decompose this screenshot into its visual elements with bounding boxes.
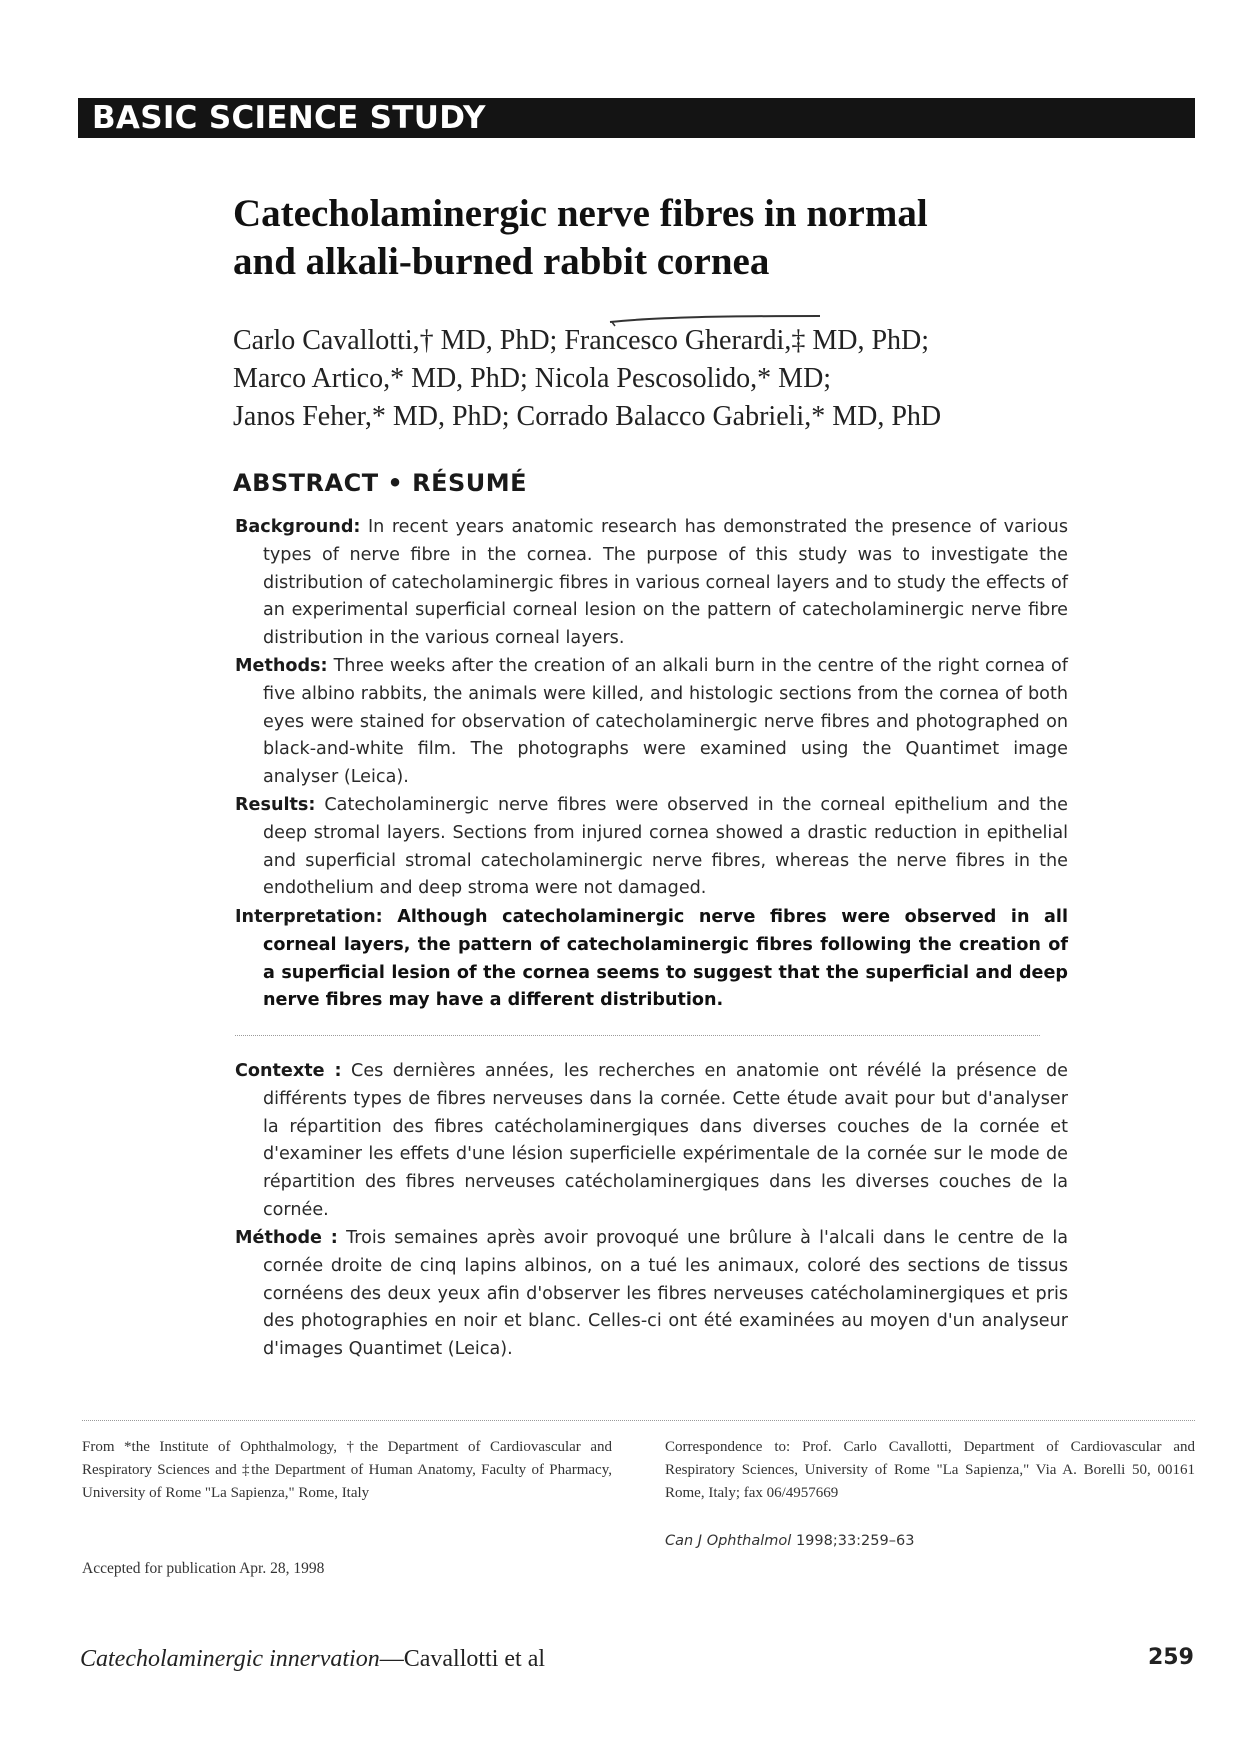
accepted-date: Accepted for publication Apr. 28, 1998 — [82, 1560, 325, 1577]
correspondence-footnote: Correspondence to: Prof. Carlo Cavallotti, Department of Cardiovascular and Respiratory Sciences, University of Rome "La Sapienza," Via A. Borelli 50, 00161 Rome, Italy; fax 06/4957669 — [665, 1439, 1195, 1501]
abstract-interpretation — [235, 904, 1068, 1015]
abstract-label: Contexte : — [235, 1061, 342, 1081]
running-footer-title — [80, 1646, 545, 1673]
section-banner-label: BASIC SCIENCE STUDY — [92, 100, 486, 136]
citation-details: 1998;33:259–63 — [795, 1533, 915, 1549]
abstract-text: Catecholaminergic nerve fibres were observed in the corneal epithelium and the deep stromal layers. Sections from injured cornea showed a drastic reduction in epithelial and superficial stromal catecholaminergic nerve fibres, whereas the nerve fibres in the endothelium and deep stroma were not damaged. — [263, 795, 1068, 899]
abstract-text: In recent years anatomic research has demonstrated the presence of various types of nerve fibre in the cornea. The purpose of this study was to investigate the distribution of catecholaminergic fibres in various corneal layers and to study the effects of an experimental superficial corneal lesion on the pattern of catecholaminergic nerve fibre distribution in the various corneal layers. — [263, 517, 1068, 649]
journal-citation — [665, 1533, 914, 1549]
running-title-italic: Catecholaminergic innervation — [80, 1646, 380, 1672]
abstract-label: Méthode : — [235, 1228, 338, 1248]
affiliation-footnote: From *the Institute of Ophthalmology, †the Department of Cardiovascular and Respiratory Sciences and ‡the Department of Human Anatomy, Faculty of Pharmacy, University of Rome "La Sapienza," Rome, Italy — [82, 1439, 612, 1501]
abstract-results — [235, 792, 1068, 903]
author-line: Marco Artico,* MD, PhD; Nicola Pescosolido,* MD; — [233, 363, 832, 394]
section-banner — [78, 98, 1195, 138]
title-line: Catecholaminergic nerve fibres in normal — [233, 192, 928, 235]
abstract-text: Ces dernières années, les recherches en anatomie ont révélé la présence de différents types de fibres nerveuses dans la cornée. Cette étude avait pour but d'analyser la répartition des fibres catécholaminergiques dans diverses couches de la cornée et d'examiner les effets d'une lésion superficielle expérimentale de la cornée sur le mode de répartition des fibres nerveuses catécholaminergiques dans les diverses couches de la cornée. — [263, 1061, 1068, 1220]
author-line: Janos Feher,* MD, PhD; Corrado Balacco Gabrieli,* MD, PhD — [233, 401, 942, 432]
resume-methode — [235, 1225, 1068, 1364]
abstract-heading: ABSTRACT • RÉSUMÉ — [233, 469, 528, 497]
abstract-label: Interpretation: — [235, 907, 383, 927]
abstract-label: Results: — [235, 795, 316, 815]
abstract-text: Trois semaines après avoir provoqué une brûlure à l'alcali dans le centre de la cornée droite de cinq lapins albinos, on a tué les animaux, coloré des sections de tissus cornéens des deux yeux afin d'observer les fibres nerveuses catécholaminergiques et pris des photographies en noir et blanc. Celles-ci ont été examinées au moyen d'un analyseur d'images Quantimet (Leica). — [263, 1228, 1068, 1360]
page-number: 259 — [1148, 1645, 1194, 1670]
author-line: Carlo Cavallotti,† MD, PhD; Francesco Gherardi,‡ MD, PhD; — [233, 325, 930, 356]
abstract-label: Methods: — [235, 656, 328, 676]
author-list — [233, 322, 1133, 436]
abstract-background — [235, 514, 1068, 653]
resume-contexte — [235, 1058, 1068, 1225]
abstract-label: Background: — [235, 517, 361, 537]
title-line: and alkali-burned rabbit cornea — [233, 240, 770, 283]
footnote-divider — [82, 1420, 1195, 1421]
article-title — [233, 190, 1133, 286]
journal-name: Can J Ophthalmol — [665, 1533, 792, 1549]
running-title-authors: —Cavallotti et al — [379, 1646, 546, 1672]
abstract-text: Although catecholaminergic nerve fibres were observed in all corneal layers, the pattern of catecholaminergic fibres following the creation of a superficial lesion of the cornea seems to suggest that the superficial and deep nerve fibres may have a different distribution. — [263, 907, 1068, 1011]
abstract-divider — [235, 1035, 1040, 1036]
abstract-methods — [235, 653, 1068, 792]
abstract-text: Three weeks after the creation of an alkali burn in the centre of the right cornea of five albino rabbits, the animals were killed, and histologic sections from the cornea of both eyes were stained for observation of catecholaminergic nerve fibres and photographed on black-and-white film. The photographs were examined using the Quantimet image analyser (Leica). — [263, 656, 1069, 788]
